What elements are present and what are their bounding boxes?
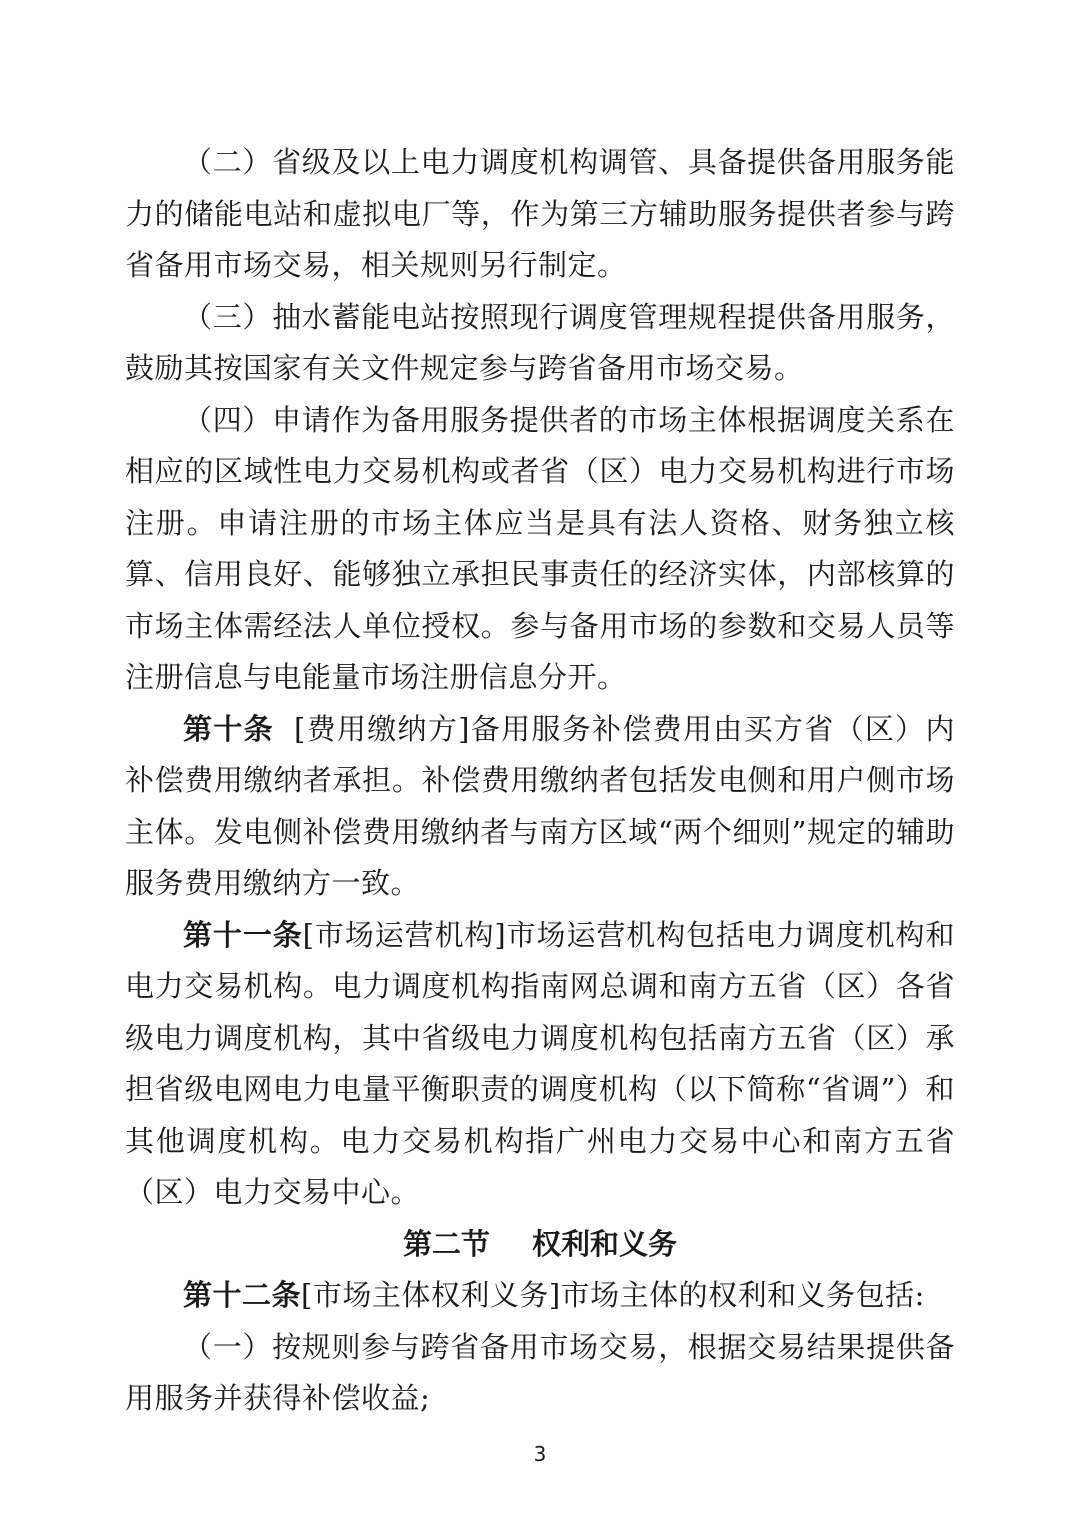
article-10-label: 第十条 — [183, 711, 274, 746]
paragraph-item-3: （三）抽水蓄能电站按照现行调度管理规程提供备用服务，鼓励其按国家有关文件规定参与跨省备用市场交易。 — [125, 299, 955, 385]
article-12 — [125, 1270, 955, 1322]
page-body — [125, 137, 955, 1425]
article-11-label: 第十一条 — [183, 917, 303, 952]
page-number: 3 — [533, 1442, 547, 1466]
section-title: 权利和义务 — [532, 1226, 678, 1261]
article-12-label: 第十二条 — [183, 1278, 302, 1312]
section-number: 第二节 — [402, 1226, 490, 1261]
article-10-text: [费用缴纳方]备用服务补偿费用由买方省（区）内补偿费用缴纳者承担。补偿费用缴纳者包括发电侧和用户侧市场主体。发电侧补偿费用缴纳者与南方区域“两个细则”规定的辅助服务费用缴纳方一致。 — [125, 711, 955, 900]
paragraph-item-2: （二）省级及以上电力调度机构调管、具备提供备用服务能力的储能电站和虚拟电厂等，作为第三方辅助服务提供者参与跨省备用市场交易，相关规则另行制定。 — [125, 145, 955, 282]
section-heading — [125, 1219, 955, 1271]
article-12-text: [市场主体权利义务]市场主体的权利和义务包括: — [301, 1278, 925, 1312]
article-11 — [125, 910, 955, 1219]
article-11-text: [市场运营机构]市场运营机构包括电力调度机构和电力交易机构。电力调度机构指南网总调和南方五省（区）各省级电力调度机构，其中省级电力调度机构包括南方五省（区）承担省级电网电力电量平衡职责的调度机构（以下简称“省调”）和其他调度机构。电力交易机构指广州电力交易中心和南方五省（区）电力交易中心。 — [125, 917, 955, 1209]
paragraph-item-4: （四）申请作为备用服务提供者的市场主体根据调度关系在相应的区域性电力交易机构或者省（区）电力交易机构进行市场注册。申请注册的市场主体应当是具有法人资格、财务独立核算、信用良好、能够独立承担民事责任的经济实体，内部核算的市场主体需经法人单位授权。参与备用市场的参数和交易人员等注册信息与电能量市场注册信息分开。 — [125, 402, 955, 694]
article-12-item-1: （一）按规则参与跨省备用市场交易，根据交易结果提供备用服务并获得补偿收益; — [125, 1329, 955, 1415]
article-10 — [125, 704, 955, 910]
